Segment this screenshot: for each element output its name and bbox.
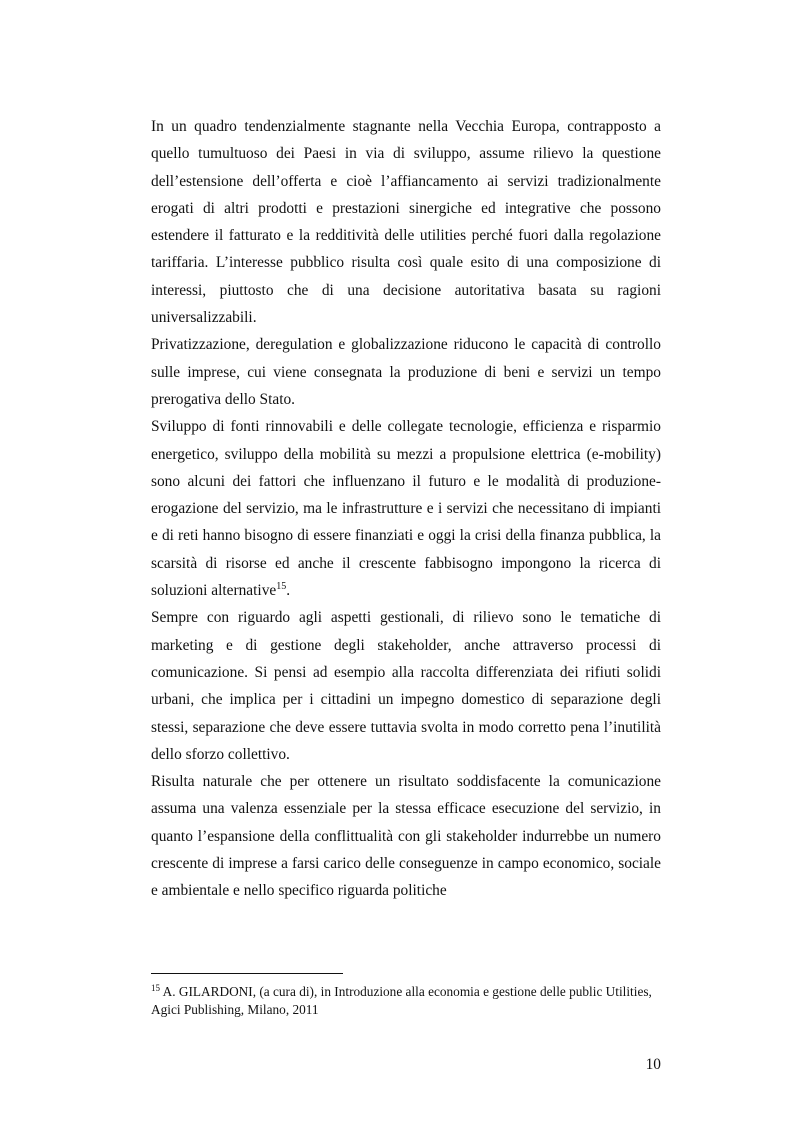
paragraph-3-tail: . [286,582,291,600]
paragraph-4-text: Sempre con riguardo agli aspetti gestionali, di rilievo sono le tematiche di marketing e di gestione degli stakeholder, anche attraverso processi di comunicazione. Si pensi ad esempio alla raccolta differenziata dei rifiuti solidi urbani, che implica per i cittadini un impegno domestico di separazione degli stessi, separazione che deve essere tuttavia svolta in modo corretto pena l’inutilità dello sforzo collettivo. [151,609,661,763]
footnote-number: 15 [151,983,160,993]
paragraph-5 [151,768,661,904]
footnote-reference[interactable]: 15 [276,581,287,593]
paragraph-1 [151,113,661,331]
paragraph-5-text: Risulta naturale che per ottenere un risultato soddisfacente la comunicazione assuma una valenza essenziale per la stessa efficace esecuzione del servizio, in quanto l’espansione della conflittualità con gli stakeholder indurrebbe un numero crescente di imprese a farsi carico delle conseguenze in campo economico, sociale e ambientale e nello specifico riguarda politiche [151,773,661,900]
paragraph-4 [151,604,661,768]
paragraph-2 [151,331,661,413]
paragraph-2-text: Privatizzazione, deregulation e globalizzazione riducono le capacità di controllo sulle imprese, cui viene consegnata la produzione di beni e servizi un tempo prerogativa dello Stato. [151,336,661,408]
footnote-text: A. GILARDONI, (a cura di), in Introduzione alla economia e gestione delle public Utilities, Agici Publishing, Milano, 2011 [151,984,652,1017]
footnote-separator [151,973,343,974]
body-text [151,113,661,905]
paragraph-3-text: Sviluppo di fonti rinnovabili e delle collegate tecnologie, efficienza e risparmio energetico, sviluppo della mobilità su mezzi a propulsione elettrica (e-mobility) sono alcuni dei fattori che influenzano il futuro e le modalità di produzione-erogazione del servizio, ma le infrastrutture e i servizi che necessitano di impianti e di reti hanno bisogno di essere finanziati e oggi la crisi della finanza pubblica, la scarsità di risorse ed anche il crescente fabbisogno impongono la ricerca di soluzioni alternative [151,418,661,600]
paragraph-1-text: In un quadro tendenzialmente stagnante nella Vecchia Europa, contrapposto a quello tumultuoso dei Paesi in via di sviluppo, assume rilievo la questione dell’estensione dell’offerta e cioè l’affiancamento ai servizi tradizionalmente erogati di altri prodotti e prestazioni sinergiche ed integrative che possono estendere il fatturato e la redditività delle utilities perché fuori dalla regolazione tariffaria. L’interesse pubblico risulta così quale esito di una composizione di interessi, piuttosto che di una decisione autoritativa basata su ragioni universalizzabili. [151,118,661,327]
footnote [151,983,661,1019]
paragraph-3 [151,413,661,604]
page-number: 10 [645,1056,661,1073]
